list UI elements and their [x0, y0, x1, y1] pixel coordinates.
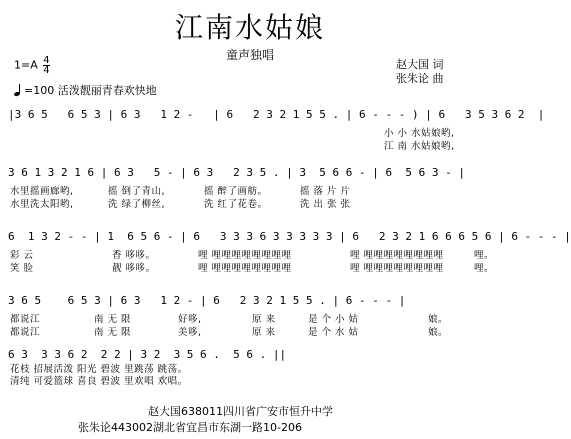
lyric-row-4-e: 是 个 小 姑 [308, 314, 359, 325]
lyric-row-4-f: 娘。 [428, 314, 449, 325]
notes-row-3: 6 1 3 2 - - | 1 6 5 6 - | 6 3 3 3 6 3 3 3 3 3 | 6 2 3 2 1 6 6 6 5 6 | 6 - - - | [8, 230, 571, 243]
lyric-row-2-e: 水里洗太阳哟, [10, 199, 74, 210]
lyric-row-4-g: 都说江 [10, 327, 41, 338]
lyric-row-4-i: 美哆, [178, 327, 202, 338]
score-row-4 [8, 294, 498, 338]
quarter-note-icon [14, 84, 22, 96]
lyric-row-2-a: 水里摇画廊哟, [10, 186, 74, 197]
notes-row-4: 3 6 5 6 5 3 | 6 3 1 2 - | 6 2 3 2 1 5 5 . | 6 - - - | [8, 294, 406, 307]
lyric-row-3-g: 靓 哆哆。 [112, 263, 156, 274]
lyric-row-3-h: 哩 哩哩哩哩哩哩哩哩 [198, 263, 292, 274]
score-row-5 [8, 348, 498, 387]
lyric-row-4-k: 是 个 水 姑 [308, 327, 359, 338]
tempo-marking [14, 82, 157, 98]
lyric-row-5-a: 花枝 招展活泼 阳光 碧波 里跳荡 跳荡。 [10, 364, 188, 375]
lyric-row-4-a: 都说江 [10, 314, 41, 325]
song-title: 江南水姑娘 [174, 11, 325, 44]
tempo-text: =100 活泼靓丽青春欢快地 [24, 84, 157, 97]
lyric-row-3-b: 香 哆哆。 [112, 250, 156, 261]
lyric-row-3-j: 哩。 [474, 263, 495, 274]
lyric-row-1-verse-1: 小 小 水姑娘哟, [384, 128, 455, 139]
lyric-row-3-e: 哩。 [474, 250, 495, 261]
lyric-row-2-f: 洗 绿了柳丝, [108, 199, 166, 210]
key-label: 1=A [14, 58, 38, 72]
lyric-row-4-j: 原 来 [252, 327, 276, 338]
lyric-row-2-g: 洗 红了花卷。 [204, 199, 268, 210]
lyric-row-2-h: 洗 出 张 张 [300, 199, 351, 210]
notes-row-5: 6 3 3 3 6 2 2 2 | 3 2 3 5 6 . 5 6 . || [8, 348, 287, 361]
lyric-row-3-a: 彩 云 [10, 250, 34, 261]
lyric-row-2-c: 摇 醉了画舫。 [204, 186, 268, 197]
lyric-row-3-f: 笑 脸 [10, 263, 34, 274]
notes-row-1: |3 6 5 6 5 3 | 6 3 1 2 - | 6 2 3 2 1 5 5 . | 6 - - - ) | 6 3 5 3 6 2 | [8, 108, 545, 121]
lyric-row-4-c: 好哆, [178, 314, 202, 325]
composer-credit: 张朱论 曲 [396, 72, 444, 85]
author-address-2: 张朱论443002湖北省宜昌市东湖一路10-206 [78, 421, 302, 434]
time-denominator: 4 [43, 65, 50, 76]
lyric-row-5-b: 清纯 可爱篮球 喜良 碧波 里欢唱 欢唱。 [10, 376, 188, 387]
lyric-row-2-d: 摇 落 片 片 [300, 186, 351, 197]
lyric-row-4-l: 娘。 [428, 327, 449, 338]
lyric-row-3-c: 哩 哩哩哩哩哩哩哩哩 [198, 250, 292, 261]
author-address-1: 赵大国638011四川省广安市恒升中学 [148, 405, 333, 418]
lyricist-credit: 赵大国 词 [396, 58, 444, 71]
lyric-row-2-b: 摇 倒了青山, [108, 186, 166, 197]
time-signature [43, 56, 49, 75]
score-row-1 [8, 108, 545, 152]
score-row-2 [8, 166, 498, 210]
key-signature [14, 56, 50, 75]
time-numerator: 4 [43, 55, 50, 66]
notes-row-2: 3 6 1 3 2 1 6 | 6 3 5 - | 6 3 2 3 5 . | 3 5 6 6 - | 6 5 6 3 - | [8, 166, 465, 179]
score-row-3 [8, 230, 571, 274]
lyric-row-1-verse-2: 江 南 水姑娘哟, [384, 141, 455, 152]
performance-type: 童声独唱 [225, 48, 274, 62]
lyric-row-4-h: 南 无 限 [94, 327, 132, 338]
lyric-row-4-b: 南 无 限 [94, 314, 132, 325]
lyric-row-4-d: 原 来 [252, 314, 276, 325]
lyric-row-3-i: 哩 哩哩哩哩哩哩哩哩 [350, 263, 444, 274]
lyric-row-3-d: 哩 哩哩哩哩哩哩哩哩 [350, 250, 444, 261]
